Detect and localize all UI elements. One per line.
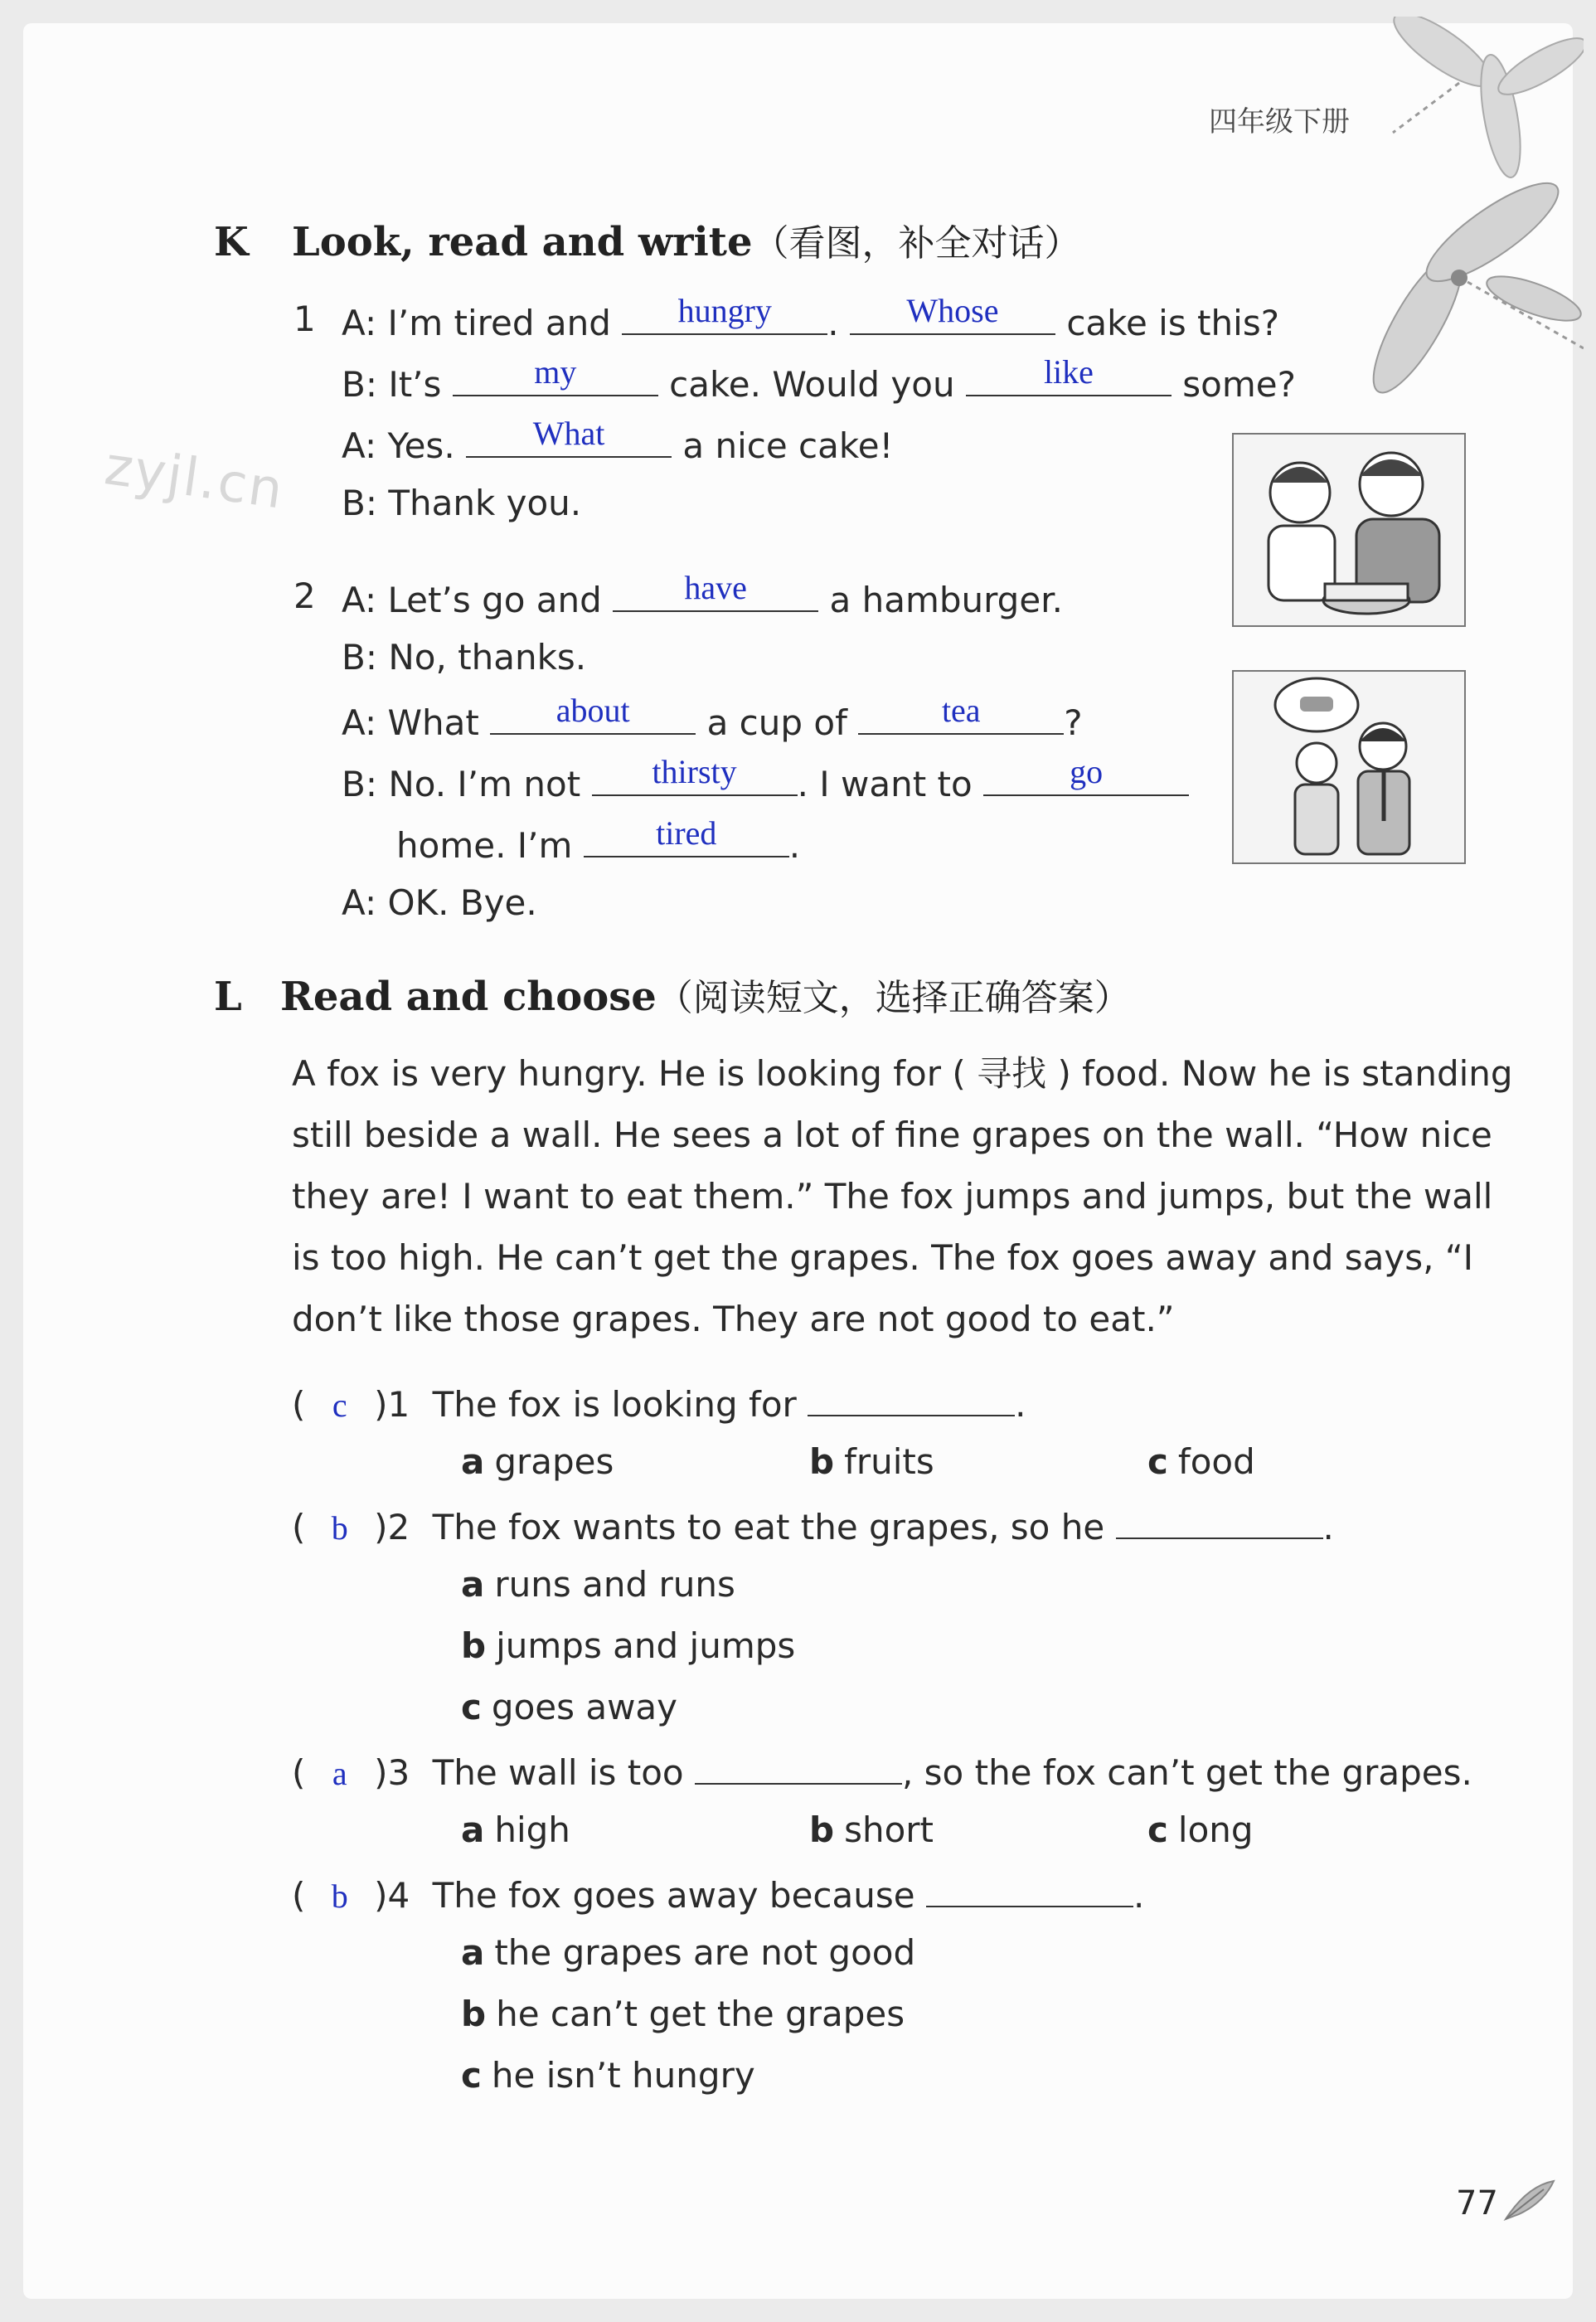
option-letter: b bbox=[809, 1441, 835, 1482]
line-text: . bbox=[827, 303, 839, 343]
passage-line: is too high. He can’t get the grapes. The fox goes away and says, “I bbox=[292, 1237, 1474, 1278]
answer-blank bbox=[966, 353, 1172, 396]
option-c bbox=[461, 1687, 677, 1728]
answer-blank bbox=[622, 292, 827, 335]
answer-blank bbox=[453, 353, 658, 396]
speaker: A: bbox=[342, 702, 377, 743]
handwritten-answer: tired bbox=[656, 814, 717, 852]
dialogue-line bbox=[342, 292, 1279, 344]
close-paren: ) bbox=[374, 1752, 388, 1793]
close-paren: ) bbox=[374, 1507, 388, 1547]
line-text: a nice cake! bbox=[682, 425, 894, 466]
answer-blank bbox=[613, 569, 818, 612]
page-number: 77 bbox=[1456, 2184, 1498, 2222]
handwritten-answer: my bbox=[534, 353, 577, 391]
option-text: short bbox=[844, 1810, 934, 1850]
handwritten-answer: about bbox=[555, 692, 630, 729]
option-a bbox=[461, 1441, 614, 1483]
line-text: cake is this? bbox=[1066, 303, 1279, 343]
option-letter: a bbox=[461, 1810, 485, 1850]
line-text: Yes. bbox=[387, 425, 455, 466]
option-b bbox=[809, 1441, 934, 1483]
option-letter: b bbox=[461, 1994, 487, 2034]
handwritten-answer: Whose bbox=[906, 292, 999, 329]
answer-blank bbox=[926, 1871, 1133, 1907]
answer-blank bbox=[850, 292, 1055, 335]
option-letter: b bbox=[809, 1810, 835, 1850]
k-q2-number: 2 bbox=[293, 576, 316, 616]
chosen-answer: a bbox=[332, 1755, 347, 1792]
line-text: . bbox=[788, 825, 801, 866]
handwritten-answer: hungry bbox=[677, 292, 772, 329]
question-number: 1 bbox=[387, 1384, 410, 1425]
line-text: Let’s go and bbox=[387, 580, 602, 620]
option-letter: a bbox=[461, 1441, 485, 1482]
question-stem: The fox goes away because bbox=[432, 1875, 915, 1916]
line-text: home. I’m bbox=[396, 825, 573, 866]
question-end: . bbox=[1322, 1507, 1334, 1547]
option-b bbox=[809, 1810, 934, 1851]
handwritten-answer: What bbox=[532, 415, 605, 452]
line-text: ? bbox=[1064, 702, 1083, 743]
open-paren: ( bbox=[292, 1752, 306, 1793]
two-men-image bbox=[1234, 672, 1464, 862]
grade-label: 四年级下册 bbox=[1209, 105, 1350, 138]
section-k-title: Look, read and write bbox=[292, 219, 753, 265]
option-text: goes away bbox=[491, 1687, 678, 1727]
watermark: zyjl.cn bbox=[100, 435, 289, 522]
answer-blank bbox=[466, 415, 672, 458]
handwritten-answer: thirsty bbox=[652, 753, 737, 790]
question-row bbox=[292, 1871, 1144, 1917]
dialogue-line bbox=[342, 692, 1083, 744]
speaker: A: bbox=[342, 882, 377, 923]
k-q1-number: 1 bbox=[293, 299, 316, 339]
option-text: the grapes are not good bbox=[494, 1932, 916, 1973]
line-text: cake. Would you bbox=[669, 364, 955, 405]
line-text: some? bbox=[1182, 364, 1296, 405]
option-c bbox=[1147, 1810, 1254, 1851]
answer-blank bbox=[1116, 1503, 1323, 1539]
section-l-subtitle: （阅读短文，选择正确答案） bbox=[656, 977, 1131, 1019]
speaker: A: bbox=[342, 425, 377, 466]
line-text: It’s bbox=[388, 364, 442, 405]
handwritten-answer: like bbox=[1043, 353, 1094, 391]
section-k-subtitle: （看图，补全对话） bbox=[752, 222, 1081, 265]
line-text: a hamburger. bbox=[829, 580, 1063, 620]
answer-blank bbox=[695, 1748, 902, 1785]
question-end: . bbox=[1015, 1384, 1026, 1425]
dialogue-line bbox=[342, 415, 894, 467]
option-a bbox=[461, 1564, 735, 1605]
option-text: runs and runs bbox=[494, 1564, 735, 1605]
line-text: a cup of bbox=[706, 702, 847, 743]
option-text: fruits bbox=[844, 1441, 934, 1482]
question-end: , so the fox can’t get the grapes. bbox=[901, 1752, 1472, 1793]
option-b bbox=[461, 1994, 905, 2035]
section-k-heading bbox=[292, 217, 1081, 269]
question-row bbox=[292, 1748, 1472, 1795]
option-text: he can’t get the grapes bbox=[496, 1994, 905, 2034]
option-letter: a bbox=[461, 1932, 485, 1973]
line-text: No, thanks. bbox=[388, 637, 587, 678]
speaker: B: bbox=[342, 364, 377, 405]
option-text: grapes bbox=[494, 1441, 614, 1482]
question-end: . bbox=[1133, 1875, 1145, 1916]
section-l-letter: L bbox=[214, 974, 242, 1020]
option-b bbox=[461, 1625, 795, 1667]
reading-passage bbox=[292, 1043, 1513, 1350]
answer-blank bbox=[983, 753, 1189, 796]
option-a bbox=[461, 1932, 915, 1974]
speaker: A: bbox=[342, 303, 377, 343]
question-row bbox=[292, 1380, 1026, 1426]
speaker: B: bbox=[342, 637, 377, 678]
answer-blank bbox=[592, 753, 798, 796]
open-paren: ( bbox=[292, 1384, 306, 1425]
section-k-letter: K bbox=[214, 219, 249, 265]
boys-with-cake-image bbox=[1234, 435, 1464, 625]
dialogue-line bbox=[342, 882, 537, 924]
question-number: 3 bbox=[387, 1752, 410, 1793]
line-text: OK. Bye. bbox=[387, 882, 537, 923]
passage-line: still beside a wall. He sees a lot of fine grapes on the wall. “How nice bbox=[292, 1115, 1492, 1155]
dialogue-line bbox=[342, 637, 586, 678]
answer-blank bbox=[490, 692, 696, 735]
speaker: B: bbox=[342, 483, 377, 523]
question-stem: The fox is looking for bbox=[432, 1384, 797, 1425]
option-c bbox=[461, 2055, 755, 2096]
handwritten-answer: go bbox=[1070, 753, 1104, 790]
passage-line: don’t like those grapes. They are not good to eat.” bbox=[292, 1299, 1175, 1339]
question-row bbox=[292, 1503, 1334, 1549]
option-text: high bbox=[494, 1810, 570, 1850]
option-letter: c bbox=[461, 2055, 482, 2096]
dialogue-line bbox=[342, 753, 1189, 805]
option-text: long bbox=[1177, 1810, 1254, 1850]
question-number: 2 bbox=[387, 1507, 410, 1547]
option-letter: c bbox=[1147, 1441, 1168, 1482]
illustration-boys-cake bbox=[1232, 433, 1466, 627]
option-letter: c bbox=[1147, 1810, 1168, 1850]
answer-blank bbox=[808, 1380, 1015, 1416]
line-text: What bbox=[387, 702, 479, 743]
answer-blank bbox=[584, 814, 789, 857]
option-text: jumps and jumps bbox=[496, 1625, 796, 1666]
answer-blank bbox=[858, 692, 1064, 735]
close-paren: ) bbox=[374, 1875, 388, 1916]
option-text: food bbox=[1177, 1441, 1255, 1482]
question-stem: The wall is too bbox=[432, 1752, 684, 1793]
line-text: No. I’m not bbox=[388, 764, 581, 804]
illustration-two-men bbox=[1232, 670, 1466, 864]
handwritten-answer: have bbox=[684, 569, 747, 606]
option-a bbox=[461, 1810, 570, 1851]
line-text: Thank you. bbox=[388, 483, 582, 523]
dialogue-line bbox=[342, 569, 1063, 621]
section-l-heading bbox=[280, 972, 1131, 1023]
option-letter: c bbox=[461, 1687, 482, 1727]
dialogue-line bbox=[342, 353, 1296, 406]
question-stem: The fox wants to eat the grapes, so he bbox=[432, 1507, 1105, 1547]
option-c bbox=[1147, 1441, 1255, 1483]
dialogue-line bbox=[342, 483, 581, 524]
handwritten-answer: tea bbox=[941, 692, 981, 729]
close-paren: ) bbox=[374, 1384, 388, 1425]
line-text: . I want to bbox=[797, 764, 973, 804]
option-text: he isn’t hungry bbox=[491, 2055, 755, 2096]
speaker: A: bbox=[342, 580, 377, 620]
open-paren: ( bbox=[292, 1875, 306, 1916]
line-text: I’m tired and bbox=[387, 303, 611, 343]
open-paren: ( bbox=[292, 1507, 306, 1547]
chosen-answer: b bbox=[331, 1878, 348, 1915]
chosen-answer: b bbox=[331, 1509, 348, 1547]
passage-line: A fox is very hungry. He is looking for ( 寻找 ) food. Now he is standing bbox=[292, 1053, 1513, 1094]
speaker: B: bbox=[342, 764, 377, 804]
question-number: 4 bbox=[387, 1875, 410, 1916]
section-l-title: Read and choose bbox=[280, 974, 657, 1020]
option-letter: a bbox=[461, 1564, 485, 1605]
chosen-answer: c bbox=[332, 1387, 347, 1424]
dragonfly-decoration bbox=[1343, 17, 1584, 431]
option-letter: b bbox=[461, 1625, 487, 1666]
dialogue-line bbox=[396, 814, 801, 867]
feather-icon bbox=[1502, 2178, 1557, 2224]
passage-line: they are! I want to eat them.” The fox jumps and jumps, but the wall bbox=[292, 1176, 1493, 1217]
